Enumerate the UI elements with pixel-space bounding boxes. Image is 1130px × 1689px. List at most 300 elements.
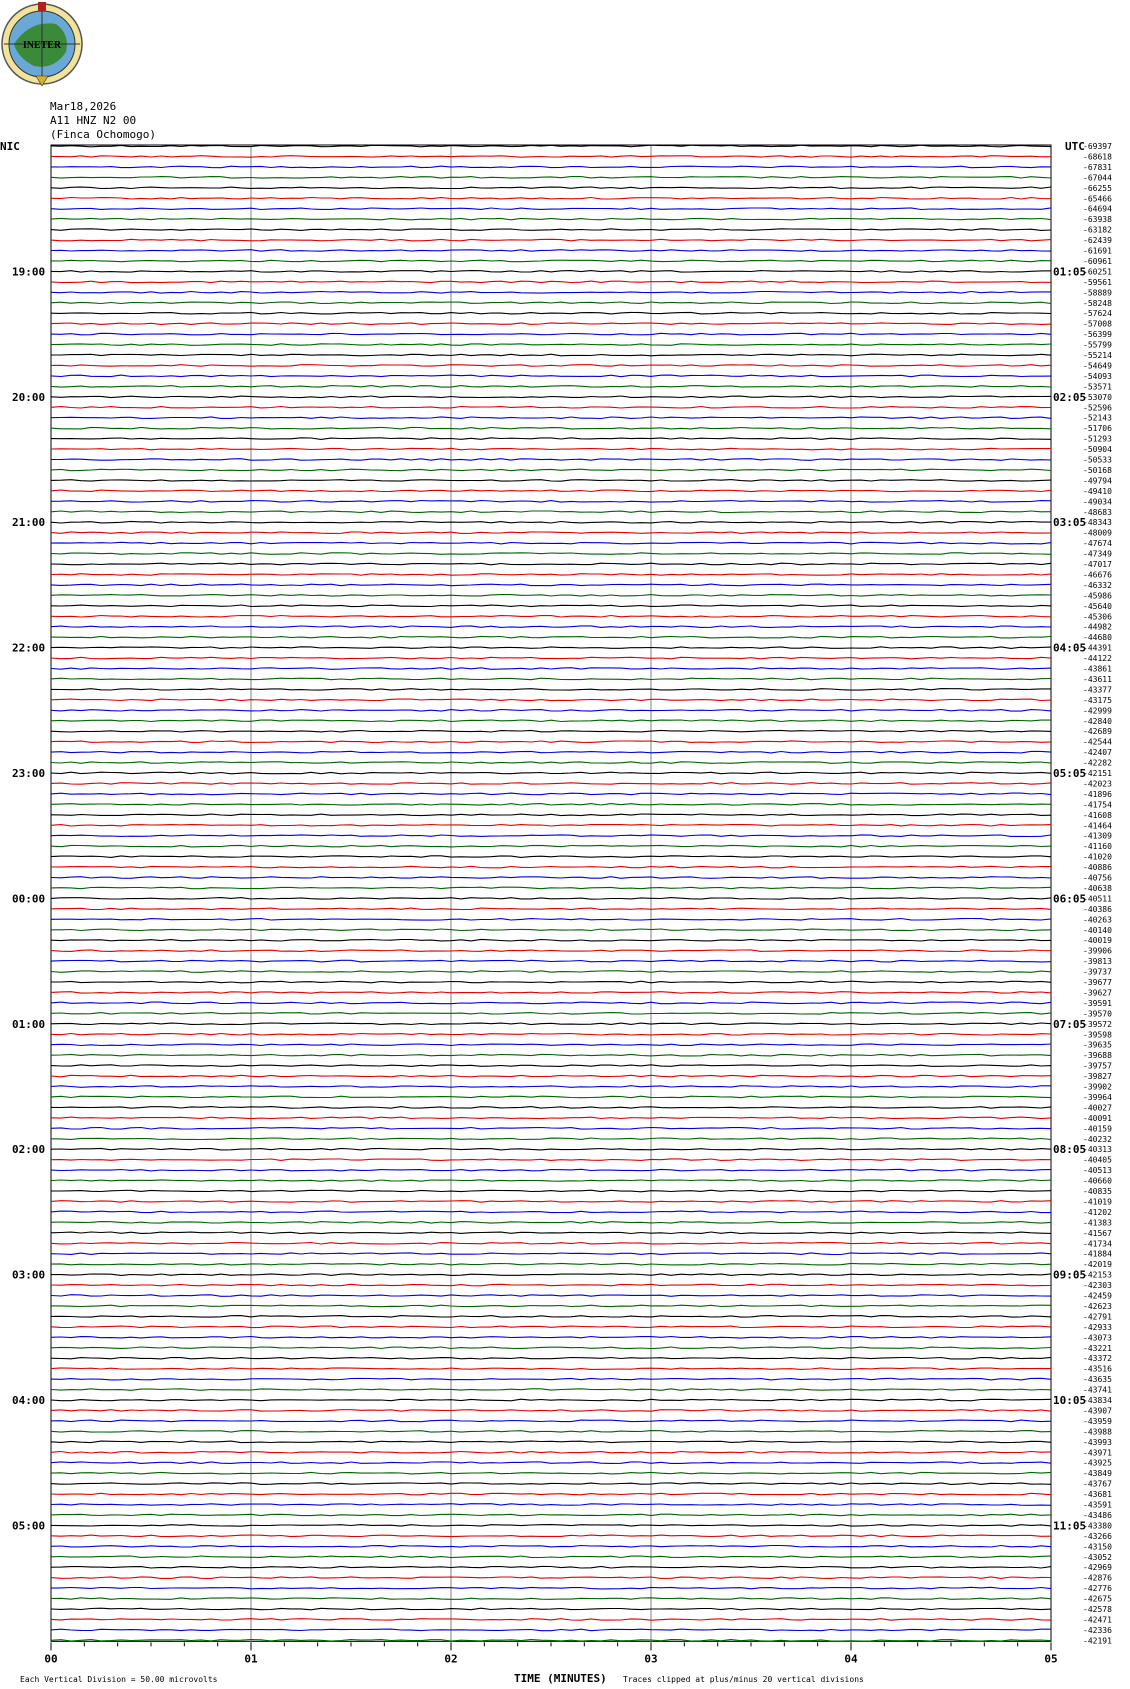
- trace-line: [51, 1263, 1051, 1265]
- trace-line: [51, 636, 1051, 638]
- trace-line: [51, 218, 1051, 219]
- trace-line: [51, 229, 1051, 231]
- right-hour-label: 09:05: [1053, 1268, 1087, 1282]
- trace-offset-label: -43741: [1083, 1385, 1112, 1395]
- trace-line: [51, 1566, 1051, 1568]
- trace-offset-label: -55799: [1083, 340, 1112, 350]
- trace-offset-label: -41754: [1083, 800, 1112, 810]
- trace-line: [51, 793, 1051, 795]
- trace-line: [51, 417, 1051, 419]
- trace-offset-label: -41884: [1083, 1249, 1112, 1259]
- left-hour-label: 04:00: [12, 1394, 46, 1407]
- left-hour-label: 00:00: [12, 892, 46, 906]
- trace-offset-label: -39635: [1083, 1040, 1112, 1050]
- trace-offset-label: -42675: [1083, 1594, 1112, 1604]
- trace-offset-label: -43486: [1083, 1510, 1112, 1520]
- trace-offset-label: -39827: [1083, 1072, 1112, 1081]
- trace-offset-label: -39964: [1083, 1092, 1112, 1102]
- trace-line: [51, 1295, 1051, 1297]
- trace-offset-label: -50533: [1083, 455, 1112, 465]
- trace-line: [51, 1169, 1051, 1171]
- trace-line: [51, 1399, 1051, 1401]
- trace-line: [51, 1598, 1051, 1600]
- trace-offset-label: -61691: [1083, 246, 1112, 256]
- trace-offset-label: -40513: [1083, 1166, 1112, 1176]
- trace-line: [51, 710, 1051, 712]
- trace-line: [51, 511, 1051, 513]
- x-tick-label: 05: [1044, 1652, 1058, 1666]
- trace-offset-label: -39627: [1083, 988, 1112, 998]
- trace-offset-label: -43266: [1083, 1531, 1112, 1541]
- trace-offset-label: -40232: [1083, 1134, 1112, 1144]
- trace-line: [51, 396, 1051, 398]
- trace-line: [51, 741, 1051, 743]
- trace-offset-label: -43834: [1083, 1396, 1112, 1405]
- right-hour-label: 01:05: [1053, 265, 1087, 279]
- trace-line: [51, 1326, 1051, 1328]
- trace-line: [51, 501, 1051, 503]
- trace-line: [51, 1086, 1051, 1088]
- trace-line: [51, 490, 1051, 492]
- left-hour-label: 21:00: [12, 516, 46, 530]
- trace-line: [51, 1514, 1051, 1516]
- plot-frame: [51, 145, 1051, 1641]
- trace-offset-label: -50904: [1083, 445, 1112, 454]
- right-hour-label: 05:05: [1053, 767, 1087, 780]
- trace-offset-label: -40019: [1083, 936, 1112, 946]
- trace-offset-label: -67831: [1083, 162, 1112, 172]
- left-hour-label: 05:00: [12, 1519, 46, 1533]
- trace-offset-label: -60961: [1083, 256, 1112, 266]
- trace-line: [51, 605, 1051, 607]
- trace-offset-label: -69397: [1083, 142, 1112, 151]
- trace-offset-label: -48009: [1083, 528, 1112, 538]
- right-hour-label: 04:05: [1053, 641, 1087, 655]
- trace-offset-label: -46676: [1083, 570, 1112, 580]
- trace-line: [51, 1535, 1051, 1537]
- trace-offset-label: -48683: [1083, 507, 1112, 517]
- trace-offset-label: -40386: [1083, 904, 1112, 914]
- trace-line: [51, 312, 1051, 314]
- trace-offset-label: -39572: [1083, 1019, 1112, 1029]
- trace-line: [51, 814, 1051, 816]
- trace-offset-label: -54093: [1083, 371, 1112, 381]
- trace-offset-label: -40835: [1083, 1187, 1112, 1196]
- trace-offset-label: -43591: [1083, 1500, 1112, 1510]
- trace-offset-label: -43073: [1083, 1333, 1112, 1343]
- trace-line: [51, 657, 1051, 659]
- clip-note: Traces clipped at plus/minus 20 vertical divisions: [623, 1675, 864, 1684]
- trace-offset-label: -64694: [1083, 204, 1112, 214]
- right-hour-label: 11:05: [1053, 1519, 1087, 1533]
- trace-line: [51, 1483, 1051, 1485]
- trace-offset-label: -42303: [1083, 1281, 1112, 1290]
- trace-offset-label: -57008: [1083, 319, 1112, 329]
- trace-offset-label: -42407: [1083, 748, 1112, 758]
- trace-line: [51, 1472, 1051, 1474]
- trace-line: [51, 783, 1051, 785]
- trace-line: [51, 1065, 1051, 1067]
- trace-offset-label: -51293: [1083, 434, 1112, 444]
- trace-offset-label: -43767: [1083, 1479, 1112, 1489]
- trace-line: [51, 584, 1051, 586]
- trace-offset-label: -42933: [1083, 1322, 1112, 1332]
- trace-offset-label: -44122: [1083, 654, 1112, 663]
- trace-line: [51, 354, 1051, 356]
- trace-offset-label: -39902: [1083, 1082, 1112, 1092]
- trace-line: [51, 616, 1051, 618]
- right-hour-label: 08:05: [1053, 1143, 1087, 1157]
- trace-offset-label: -43993: [1083, 1437, 1112, 1447]
- trace-line: [51, 1305, 1051, 1307]
- trace-offset-label: -48343: [1083, 518, 1112, 528]
- trace-offset-label: -66255: [1083, 183, 1112, 193]
- trace-line: [51, 1096, 1051, 1098]
- trace-line: [51, 929, 1051, 931]
- trace-line: [51, 1452, 1051, 1454]
- right-hour-label: 03:05: [1053, 516, 1087, 530]
- location-label: (Finca Ochomogo): [50, 128, 156, 141]
- trace-line: [51, 448, 1051, 450]
- right-hour-label: 06:05: [1053, 892, 1087, 906]
- trace-offset-label: -41160: [1083, 842, 1112, 852]
- trace-line: [51, 177, 1051, 179]
- trace-offset-label: -43175: [1083, 695, 1112, 705]
- vertical-division-note: Each Vertical Division = 50.00 microvolts: [20, 1675, 218, 1684]
- trace-offset-label: -42578: [1083, 1605, 1112, 1614]
- trace-offset-label: -53571: [1083, 382, 1112, 392]
- x-tick-label: 01: [244, 1652, 258, 1666]
- trace-offset-label: -45986: [1083, 591, 1112, 601]
- trace-line: [51, 1034, 1051, 1036]
- trace-offset-label: -42791: [1083, 1312, 1112, 1322]
- trace-line: [51, 678, 1051, 680]
- trace-line: [51, 1504, 1051, 1506]
- trace-offset-label: -53070: [1083, 392, 1112, 402]
- trace-offset-label: -43635: [1083, 1375, 1112, 1385]
- trace-line: [51, 1389, 1051, 1391]
- trace-offset-label: -45306: [1083, 612, 1112, 622]
- trace-offset-label: -42544: [1083, 737, 1112, 747]
- trace-offset-label: -39570: [1083, 1009, 1112, 1019]
- trace-line: [51, 563, 1051, 565]
- trace-line: [51, 532, 1051, 534]
- trace-line: [51, 1420, 1051, 1422]
- trace-offset-label: -42459: [1083, 1291, 1112, 1301]
- trace-line: [51, 1587, 1051, 1589]
- trace-line: [51, 1316, 1051, 1318]
- trace-offset-label: -65466: [1083, 194, 1112, 204]
- trace-offset-label: -41020: [1083, 852, 1112, 862]
- trace-offset-label: -52596: [1083, 403, 1112, 413]
- trace-offset-label: -42282: [1083, 758, 1112, 768]
- trace-offset-label: -42840: [1083, 716, 1112, 726]
- trace-line: [51, 887, 1051, 889]
- trace-line: [51, 1546, 1051, 1548]
- trace-line: [51, 1190, 1051, 1192]
- trace-line: [51, 866, 1051, 868]
- trace-line: [51, 239, 1051, 241]
- trace-line: [51, 333, 1051, 335]
- trace-offset-label: -47349: [1083, 549, 1112, 559]
- trace-offset-label: -42623: [1083, 1301, 1112, 1311]
- trace-line: [51, 1159, 1051, 1161]
- right-hour-label: 10:05: [1053, 1394, 1087, 1407]
- trace-offset-label: -41309: [1083, 831, 1112, 841]
- trace-line: [51, 344, 1051, 346]
- trace-offset-label: -63182: [1083, 225, 1112, 235]
- trace-offset-label: -43971: [1083, 1448, 1112, 1458]
- trace-offset-label: -42151: [1083, 769, 1112, 778]
- trace-offset-label: -41383: [1083, 1218, 1112, 1228]
- trace-offset-label: -67044: [1083, 173, 1112, 183]
- trace-line: [51, 292, 1051, 294]
- logo-text: INETER: [22, 40, 62, 51]
- trace-line: [51, 772, 1051, 774]
- trace-line: [51, 574, 1051, 576]
- x-tick-label: 03: [644, 1652, 658, 1666]
- trace-offset-label: -40660: [1083, 1176, 1112, 1186]
- trace-line: [51, 386, 1051, 388]
- trace-line: [51, 1013, 1051, 1015]
- left-hour-label: 03:00: [12, 1268, 46, 1282]
- trace-line: [51, 1148, 1051, 1150]
- trace-offset-label: -47674: [1083, 539, 1112, 549]
- x-axis-title: TIME (MINUTES): [514, 1672, 607, 1685]
- x-tick-label: 04: [844, 1652, 858, 1666]
- trace-line: [51, 981, 1051, 983]
- trace-line: [51, 1023, 1051, 1025]
- trace-line: [51, 950, 1051, 952]
- trace-line: [51, 1619, 1051, 1621]
- trace-line: [51, 1002, 1051, 1004]
- trace-line: [51, 1525, 1051, 1527]
- trace-line: [51, 427, 1051, 429]
- trace-offset-label: -41202: [1083, 1207, 1112, 1217]
- trace-line: [51, 825, 1051, 827]
- trace-line: [51, 438, 1051, 440]
- trace-line: [51, 542, 1051, 544]
- trace-line: [51, 166, 1051, 168]
- trace-offset-label: -43377: [1083, 685, 1112, 695]
- trace-line: [51, 1075, 1051, 1077]
- trace-line: [51, 260, 1051, 262]
- trace-offset-label: -52143: [1083, 413, 1112, 423]
- trace-line: [51, 595, 1051, 597]
- trace-line: [51, 1410, 1051, 1412]
- trace-line: [51, 1378, 1051, 1380]
- trace-line: [51, 1107, 1051, 1109]
- trace-line: [51, 1577, 1051, 1579]
- trace-line: [51, 521, 1051, 523]
- trace-line: [51, 1138, 1051, 1140]
- trace-line: [51, 1274, 1051, 1276]
- left-hour-label: 20:00: [12, 390, 46, 404]
- trace-offset-label: -41734: [1083, 1239, 1112, 1249]
- trace-offset-label: -39737: [1083, 967, 1112, 977]
- trace-offset-label: -43988: [1083, 1427, 1112, 1437]
- trace-line: [51, 480, 1051, 482]
- right-hour-label: 02:05: [1053, 390, 1087, 404]
- trace-offset-label: -41567: [1083, 1228, 1112, 1238]
- left-hour-label: 19:00: [12, 265, 46, 279]
- trace-offset-label: -41896: [1083, 789, 1112, 799]
- trace-offset-label: -43681: [1083, 1490, 1112, 1499]
- trace-line: [51, 762, 1051, 764]
- trace-line: [51, 365, 1051, 367]
- trace-offset-label: -43959: [1083, 1416, 1112, 1426]
- trace-offset-label: -39813: [1083, 957, 1112, 967]
- trace-line: [51, 271, 1051, 273]
- trace-line: [51, 198, 1051, 200]
- trace-line: [51, 835, 1051, 837]
- trace-offset-label: -39757: [1083, 1061, 1112, 1071]
- trace-offset-label: -39688: [1083, 1051, 1112, 1061]
- trace-line: [51, 187, 1051, 189]
- trace-line: [51, 1044, 1051, 1046]
- trace-offset-label: -39591: [1083, 998, 1112, 1008]
- trace-offset-label: -40140: [1083, 925, 1112, 935]
- trace-offset-label: -50168: [1083, 465, 1112, 475]
- trace-line: [51, 647, 1051, 649]
- trace-offset-label: -42689: [1083, 727, 1112, 737]
- trace-line: [51, 1441, 1051, 1443]
- trace-offset-label: -43849: [1083, 1469, 1112, 1479]
- trace-line: [51, 1608, 1051, 1610]
- trace-line: [51, 281, 1051, 283]
- trace-line: [51, 1284, 1051, 1286]
- trace-offset-label: -59561: [1083, 277, 1112, 287]
- trace-line: [51, 375, 1051, 377]
- trace-line: [51, 1368, 1051, 1370]
- trace-offset-label: -51706: [1083, 424, 1112, 434]
- trace-offset-label: -40405: [1083, 1155, 1112, 1165]
- trace-line: [51, 919, 1051, 921]
- trace-line: [51, 730, 1051, 732]
- trace-line: [51, 1431, 1051, 1433]
- trace-offset-label: -54649: [1083, 361, 1112, 371]
- left-tz-label: NIC: [0, 140, 20, 153]
- trace-line: [51, 1253, 1051, 1255]
- trace-line: [51, 469, 1051, 471]
- trace-line: [51, 751, 1051, 753]
- trace-offset-label: -41608: [1083, 810, 1112, 820]
- trace-offset-label: -63938: [1083, 215, 1112, 225]
- trace-line: [51, 553, 1051, 555]
- trace-offset-label: -39906: [1083, 946, 1112, 956]
- trace-offset-label: -56399: [1083, 330, 1112, 340]
- trace-line: [51, 1337, 1051, 1339]
- trace-offset-label: -43150: [1083, 1542, 1112, 1552]
- trace-line: [51, 208, 1051, 210]
- trace-line: [51, 960, 1051, 962]
- trace-offset-label: -42153: [1083, 1270, 1112, 1280]
- right-tz-label: UTC: [1065, 140, 1085, 153]
- trace-line: [51, 1117, 1051, 1119]
- trace-offset-label: -49794: [1083, 476, 1112, 486]
- trace-offset-label: -55214: [1083, 351, 1112, 360]
- trace-offset-label: -60251: [1083, 267, 1112, 277]
- trace-offset-label: -42876: [1083, 1573, 1112, 1583]
- channel-label: A11 HNZ N2 00: [50, 114, 137, 127]
- trace-line: [51, 323, 1051, 325]
- trace-line: [51, 1222, 1051, 1224]
- x-tick-label: 00: [44, 1652, 58, 1666]
- trace-line: [51, 1347, 1051, 1349]
- trace-line: [51, 1211, 1051, 1213]
- trace-offset-label: -40756: [1083, 873, 1112, 883]
- trace-line: [51, 1243, 1051, 1245]
- trace-offset-label: -39677: [1083, 978, 1112, 987]
- trace-line: [51, 459, 1051, 461]
- trace-offset-label: -40886: [1083, 863, 1112, 872]
- trace-offset-label: -43611: [1083, 674, 1112, 684]
- trace-offset-label: -62439: [1083, 236, 1112, 246]
- trace-line: [51, 845, 1051, 847]
- trace-line: [51, 1180, 1051, 1182]
- trace-line: [51, 302, 1051, 304]
- trace-offset-label: -41019: [1083, 1197, 1112, 1207]
- trace-offset-label: -47017: [1083, 560, 1112, 569]
- trace-offset-label: -68618: [1083, 152, 1112, 162]
- trace-offset-label: -43052: [1083, 1552, 1112, 1562]
- right-hour-label: 07:05: [1053, 1017, 1087, 1031]
- trace-line: [51, 1493, 1051, 1495]
- trace-offset-label: -43380: [1083, 1521, 1112, 1531]
- trace-offset-label: -43925: [1083, 1458, 1112, 1468]
- trace-offset-label: -57624: [1083, 309, 1112, 319]
- trace-line: [51, 939, 1051, 941]
- left-hour-label: 22:00: [12, 641, 46, 655]
- trace-offset-label: -42019: [1083, 1260, 1112, 1270]
- trace-offset-label: -44680: [1083, 633, 1112, 643]
- trace-offset-label: -40511: [1083, 894, 1112, 904]
- trace-offset-label: -58889: [1083, 288, 1112, 298]
- trace-offset-label: -42471: [1083, 1615, 1112, 1625]
- trace-line: [51, 971, 1051, 973]
- trace-offset-label: -43221: [1083, 1343, 1112, 1353]
- trace-offset-label: -40091: [1083, 1113, 1112, 1123]
- trace-line: [51, 1232, 1051, 1234]
- trace-line: [51, 1556, 1051, 1558]
- trace-line: [51, 699, 1051, 701]
- trace-offset-label: -40263: [1083, 915, 1112, 925]
- trace-offset-label: -44391: [1083, 643, 1112, 653]
- trace-line: [51, 668, 1051, 670]
- trace-offset-label: -49034: [1083, 497, 1112, 507]
- trace-offset-label: -40027: [1083, 1103, 1112, 1113]
- trace-offset-label: -42023: [1083, 779, 1112, 789]
- trace-line: [51, 407, 1051, 409]
- trace-offset-label: -44982: [1083, 622, 1112, 632]
- trace-offset-label: -42336: [1083, 1625, 1112, 1635]
- trace-offset-label: -46332: [1083, 580, 1112, 590]
- trace-line: [51, 1357, 1051, 1359]
- trace-line: [51, 1128, 1051, 1130]
- trace-line: [51, 626, 1051, 628]
- trace-offset-label: -42776: [1083, 1584, 1112, 1594]
- trace-line: [51, 720, 1051, 722]
- trace-offset-label: -42191: [1083, 1636, 1112, 1646]
- trace-offset-label: -49410: [1083, 486, 1112, 496]
- trace-offset-label: -43861: [1083, 664, 1112, 674]
- trace-offset-label: -43372: [1083, 1354, 1112, 1364]
- trace-line: [51, 250, 1051, 252]
- trace-offset-label: -42999: [1083, 706, 1112, 716]
- trace-offset-label: -43907: [1083, 1406, 1112, 1416]
- trace-line: [51, 1201, 1051, 1203]
- trace-line: [51, 898, 1051, 900]
